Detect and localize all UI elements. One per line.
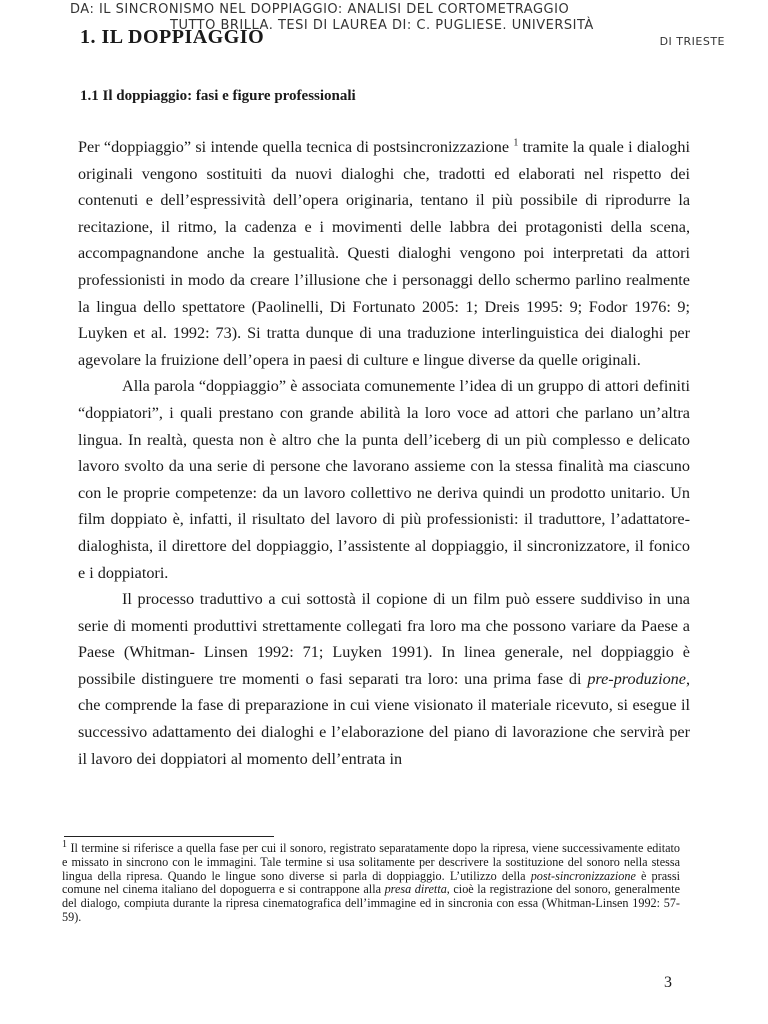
paragraph-1-start: Per “doppiaggio” si intende quella tecnica di postsincronizzazione: [78, 138, 510, 156]
footnote-emphasis-1: post-sincronizzazione: [530, 868, 636, 883]
footnote-text-2: è prassi comune nel cinema italiano del dopoguerra e si contrappone alla: [62, 868, 680, 897]
footnote: [62, 838, 680, 925]
body-text: [78, 134, 690, 772]
handwritten-line-1: DA: IL SINCRONISMO NEL DOPPIAGGIO: ANALISI DEL CORTOMETRAGGIO: [70, 2, 570, 17]
paragraph-3: [78, 586, 690, 772]
footnote-text-3: , cioè la registrazione del sonoro, generalmente del dialogo, compiuta durante la ripresa cinematografica dell’immagine ed in sincronia con essa (Whitman-Linsen 1992: 57-59).: [62, 882, 680, 924]
paragraph-1: [78, 134, 690, 373]
paragraph-3-rest: , che comprende la fase di preparazione in cui viene visionato il materiale ricevuto, si esegue il successivo adattamento dei dialoghi e l’elaborazione del piano di lavorazione che servirà per il lavoro dei doppiatori al momento dell’entrata in: [78, 669, 690, 768]
chapter-title: 1. IL DOPPIAGGIO: [80, 26, 265, 48]
footnote-emphasis-2: presa diretta: [384, 882, 447, 897]
footnote-number: 1: [62, 838, 67, 850]
footnote-text-1: Il termine si riferisce a quella fase per cui il sonoro, registrato separatamente dopo la ripresa, viene successivamente editato e missato in sincrono con le immagini. Tale termine si usa solitamente per descrivere la sostituzione del sonoro nella stessa lingua della ripresa. Quando le lingue sono diverse si parla di doppiaggio. L’utilizzo della: [62, 841, 680, 883]
section-title: 1.1 Il doppiaggio: fasi e figure professionali: [80, 88, 356, 104]
handwritten-line-2: TUTTO BRILLA. TESI DI LAUREA DI: C. PUGLIESE. UNIVERSITÀ: [170, 18, 594, 33]
paragraph-3-start: Il processo traduttivo a cui sottostà il copione di un film può essere suddiviso in una serie di momenti produttivi strettamente collegati fra loro ma che possono variare da Paese a Paese (Whitman- Linsen 1992: 71; Luyken 1991). In linea generale, nel doppiaggio è possibile distinguere tre momenti o fasi separati tra loro: una prima fase di: [78, 590, 690, 688]
footnote-divider: [64, 836, 274, 837]
paragraph-3-emphasis: pre-produzione: [587, 669, 686, 688]
handwritten-line-3: DI TRIESTE: [659, 35, 725, 48]
paragraph-1-rest: tramite la quale i dialoghi originali vengono sostituiti da nuovi dialoghi che, tradotti ed elaborati nel rispetto dei contenuti e dell’espressività dell’opera originaria, tentano il più possibile di riprodurre la recitazione, il ritmo, la cadenza e i movimenti delle labbra dei protagonisti della scena, accompagnandone anche la gestualità. Questi dialoghi vengono poi interpretati da attori professionisti in modo da creare l’illusione che i personaggi dello schermo parlino realmente la lingua dello spettatore (Paolinelli, Di Fortunato 2005: 1; Dreis 1995: 9; Fodor 1976: 9; Luyken et al. 1992: 73). Si tratta dunque di una traduzione interlinguistica dei dialoghi per agevolare la fruizione dell’opera in paesi di culture e lingue diverse da quelle originali.: [78, 138, 690, 369]
paragraph-2: Alla parola “doppiaggio” è associata comunemente l’idea di un gruppo di attori definiti “doppiatori”, i quali prestano con grande abilità la loro voce ad attori che parlano un’altra lingua. In realtà, questa non è altro che la punta dell’iceberg di un più complesso e delicato lavoro svolto da una serie di persone che lavorano assieme con la stessa finalità ma ciascuno con le proprie competenze: da un lavoro collettivo ne deriva quindi un prodotto unitario. Un film doppiato è, infatti, il risultato del lavoro di più professionisti: il traduttore, l’adattatore-dialoghista, il direttore del doppiaggio, l’assistente al doppiaggio, il sincronizzatore, il fonico e i doppiatori.: [78, 377, 690, 582]
page-number: 3: [664, 974, 672, 991]
footnote-reference: 1: [513, 137, 519, 149]
